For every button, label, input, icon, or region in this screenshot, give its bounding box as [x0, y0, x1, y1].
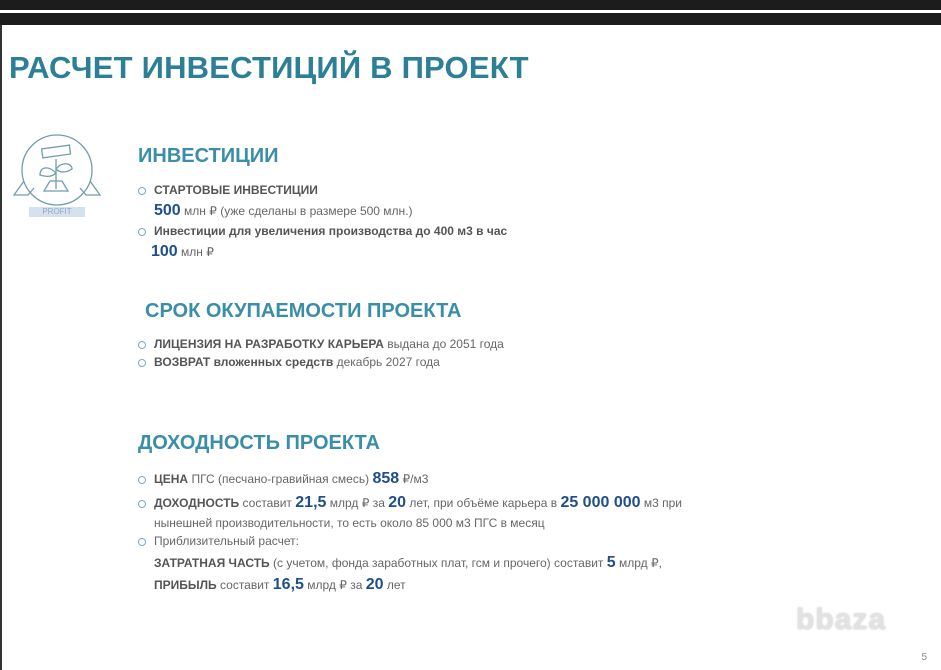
text: млрд ₽ за [326, 496, 389, 510]
cost-line [154, 554, 662, 572]
value: 500 [154, 202, 181, 219]
text: лет, при объёме карьера в [406, 496, 561, 510]
text: млн ₽ [177, 245, 214, 259]
bullet-icon [138, 359, 146, 367]
text: Приблизительный расчет: [154, 534, 299, 548]
value: 25 000 000 [560, 494, 641, 511]
price-item [138, 470, 428, 488]
bold: ЗАТРАТНАЯ ЧАСТЬ [154, 556, 270, 570]
bullet-icon [138, 341, 146, 349]
item-label: СТАРТОВЫЕ ИНВЕСТИЦИИ [154, 183, 318, 197]
bullet-icon [138, 500, 146, 508]
text: млрд ₽ за [303, 578, 366, 592]
bold: ПРИБЫЛЬ [154, 578, 217, 592]
bold: ЛИЦЕНЗИЯ НА РАЗРАБОТКУ КАРЬЕРА [154, 337, 384, 351]
text: лет [383, 578, 406, 592]
approx-item [138, 534, 299, 548]
profit-line [154, 576, 406, 594]
unit: млрд ₽, [615, 556, 662, 570]
text: декабрь 2027 года [333, 355, 440, 369]
value: 858 [372, 470, 400, 487]
text: (с учетом, фонда заработных плат, гсм и прочего) составит [269, 556, 607, 570]
bold: ВОЗВРАТ вложенных средств [154, 355, 334, 369]
payback-item-return [138, 355, 440, 369]
investment-item-expansion [138, 224, 507, 238]
value: 20 [388, 494, 407, 511]
page-title: РАСЧЕТ ИНВЕСТИЦИЙ В ПРОЕКТ [9, 50, 529, 85]
investment-value-starting [154, 202, 413, 220]
text: млн ₽ (уже сделаны в размере 500 млн.) [180, 204, 413, 218]
bullet-icon [138, 228, 146, 236]
watermark: bbaza [796, 603, 887, 636]
investment-value-expansion [151, 243, 214, 261]
value: 5 [606, 554, 616, 571]
value: 21,5 [295, 494, 327, 511]
profit-plant-icon [10, 133, 105, 218]
text: выдана до 2051 года [383, 337, 504, 351]
left-border [0, 25, 2, 670]
profitability-heading: ДОХОДНОСТЬ ПРОЕКТА [138, 432, 380, 454]
income-item [138, 494, 682, 512]
bullet-icon [138, 476, 146, 484]
investment-item-starting [138, 183, 318, 197]
profit-badge: PROFIT [29, 207, 85, 217]
value: 100 [151, 243, 178, 260]
text: ПГС (песчано-гравийная смесь) [188, 472, 373, 486]
text: м3 при [640, 496, 682, 510]
payback-item-license [138, 337, 504, 351]
top-bar [0, 0, 941, 10]
unit: ₽/м3 [399, 472, 429, 486]
text: составит [239, 496, 296, 510]
investments-heading: ИНВЕСТИЦИИ [138, 145, 279, 167]
bullet-icon [138, 187, 146, 195]
top-bar-secondary [0, 13, 941, 25]
bold: ЦЕНА [154, 472, 189, 486]
text: составит [216, 578, 273, 592]
income-item-line2: нынешней производительности, то есть около 85 000 м3 ПГС в месяц [154, 516, 545, 530]
payback-heading: СРОК ОКУПАЕМОСТИ ПРОЕКТА [145, 300, 462, 322]
bold: ДОХОДНОСТЬ [154, 496, 240, 510]
page-number: 5 [921, 652, 927, 663]
item-label: Инвестиции для увеличения производства до 400 м3 в час [154, 224, 508, 238]
value: 20 [365, 576, 384, 593]
bullet-icon [138, 538, 146, 546]
value: 16,5 [272, 576, 304, 593]
